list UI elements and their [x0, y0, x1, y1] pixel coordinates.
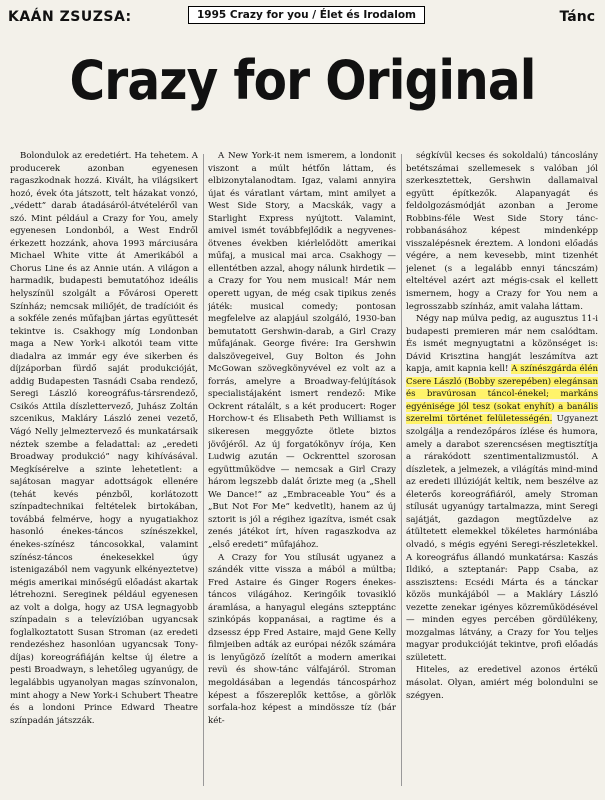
paragraph: A Crazy for You stílusát ugyanez a szándék vitte vissza a mából a múltba; Fred Astaire és Ginger Rogers énekes-táncos világához. Keringőik tovasikló áramlása, a hanyagul elegáns sztepptánc szinkópás koppanásai, a ragtime és a dzsessz épp Fred Astaire, majd Gene Kelly filmjeiben adták az európai nézők számára is lenyűgöző ízelítőt a modern amerikai revü és show-tánc válfajáról. Stroman megoldásában a legendás táncospárhoz képest a főszereplők kettőse, a görlök sorfala-hoz képest a mindössze tíz (bár két- [208, 552, 396, 726]
column-1 [10, 150, 198, 790]
column-divider [203, 154, 204, 786]
article-headline: Crazy for Original [69, 49, 536, 112]
paragraph: Bolondulok az eredetiért. Ha tehetem. A producerek azonban egyenesen ragaszkodnak hozzá. Kivált, ha világsikert hozó, évek óta játszott, telt házakat vonzó, „védett” darab átadásáról-átvételéről van szó. Mint például a Crazy for You, amely egyenesen Londonból, a West Endről érkezett hozzánk, ahova 1993 márciusára Michael White vitte át Amerikából a Chorus Line és az Annie után. A világon a harmadik, budapesti bemutatóhoz ideális helyszínül szolgált a Fővárosi Operett Színház; nemcsak miliőjét, de tradícióit és a sokféle zenés műfajban jártas együttesét tekintve is. Csakhogy míg Londonban maga a New York-i alkotói team vitte diadalra az immár egy éve sikerben és díjzáporban fürdő saját produkcióját, addig Budapesten Tasnádi Csaba rendező, Seregi László koreográfus-társrendező, Csikós Attila díszlettervező, Juhász Zoltán szcenikus, Makláry László zenei vezető, Vágó Nelly jelmeztervező és munkatársaik néztek szembe a feladattal: az „eredeti Broadway produkció” nagy kihívásával. Megkísérelve a szinte lehetetlent: a sajátosan magyar adottságok ellenére (tehát kevés pénzből, korlátozott színpadtechnikai feltételek birtokában, továbbá felmérve, hogy a nyugatiakhoz hasonló énekes-táncos színészekkel, énekes-színész táncosokkal, valamint színész-táncos énekesekkel úgy istenigazából nem vagyunk elkényeztetve) mégis amerikai minőségű előadást akartak létrehozni. Sereginek például egyenesen az volt a dolga, hogy az USA legnagyobb színpadain s a televízióban ugyancsak foglalkoztatott Susan Stroman (az eredeti rendezéshez hasonlóan ugyancsak Tony-díjas) koreográfiáján keltse új életre a pesti Broadwayn, s lehetőleg ugyanúgy, de legalábbis ugyanolyan magas színvonalon, mint ahogy a New York-i Schubert Theatre és a londoni Prince Edward Theatre színpadán játszzák. [10, 151, 198, 726]
paragraph-text: Négy nap múlva pedig, az augusztus 11-i budapesti premieren már nem csalódtam. És ismét megnyugtatni a közönséget is: Dávid Krisztina hangját leszámítva azt kapja, amit kapnia kell! [406, 314, 598, 375]
paragraph: Hiteles, az eredetivel azonos értékű másolat. Olyan, amiért még bolondulni se szégyen. [406, 665, 598, 701]
paragraph: ségkívül kecses és sokoldalú) táncoslány betétszámai szellemesek s valóban jól szerkesztettek, Gershwin dallamaival együtt építkezők. Alapanyagát és feldolgozásmódját azonban a Jerome Robbins-féle West Side Story tánc-robbanásához képest mindenképp visszalépésnek éreztem. A londoni előadás végére, a nem kevesebb, mint tizenhét jelenet (s a legalább ennyi táncszám) elteltével azért azt mégis-csak el kellett ismernem, hogy a Crazy for You nem a legrosszabb színház, amit valaha láttam. [406, 151, 598, 312]
source-label: 1995 Crazy for you / Élet és Irodalom [188, 6, 425, 24]
paragraph-text: Ugyanezt szolgálja a rendezőpáros ízlése és humora, amely a darabot szerencsésen megtisztítja a rárakódott szentimentalizmustól. A díszletek, a jelmezek, a világítás mind-mind az eredeti illúzióját keltik, nem beszélve az életerős koreográfiáról, amely Stroman stílusát ugyanúgy tartalmazza, mint Seregi sajátját, gazdagon megtűzdelve az átültetett elemekkel tökéletes harmóniába olvadó, s mégis egyéni Seregi-részletekkel. A koreográfus állandó munkatársa: Kaszás Ildikó, a szteptanár: Papp Csaba, az asszisztens: Ecsédi Márta és a tánckar közös munkájából — a Makláry László vezette zenekar igényes közreműködésével — minden egyes percében gördülékeny, mozgalmas látvány, a Crazy for You teljes magyar produkcióját tekintve, profi előadás született. [406, 414, 598, 663]
paragraph [406, 313, 598, 664]
paragraph: A New York-it nem ismerem, a londonit viszont a múlt hétfőn láttam, és elbizonytalanodtam. Igaz, valami annyira újat és váratlant vártam, mint amilyet a West Side Story, a Macskák, vagy a Starlight Express nyújtott. Valamint, amivel ismét továbbfejlődik a negyvenes-ötvenes években kiérlelődött amerikai műfaj, a musical mai arca. Csakhogy — ellentétben azzal, ahogy nálunk hirdetik — a Crazy for You nem musical! Már nem operett ugyan, de még csak tipikus zenés játék: musical comedy; pontosan megfelelve az alapjául szolgáló, 1930-ban bemutatott Gershwin-darab, a Girl Crazy műfajának. George fivére: Ira Gershwin dalszövegeivel, Guy Bolton és John McGowan szövegkönyvével ez volt az a forrás, amelyre a Broadway-felújítások specialistájaként ismert rendező: Mike Ockrent rátalált, s a két producert: Roger Horchow-t és Elisabeth Peth Williamst is sikeresen meggyőzte ötlete biztos jövőjéről. Az új forgatókönyv írója, Ken Ludwig azután — Ockrenttel szorosan együttműködve — nemcsak a Girl Crazy három legszebb dalát őrizte meg (a „Shell We Dance!” az „Embraceable You” és a „But Not For Me” kedvetlt), hanem az új sztorit is jól a régihez igazítva, ismét csak zenés játékot írt, híven ragaszkodva az „első eredeti” műfajához. [208, 151, 396, 550]
column-2 [208, 150, 396, 790]
section-label: Tánc [559, 9, 595, 25]
column-divider [401, 154, 402, 786]
highlighted-text: A színészgárda élén Csere László (Bobby szerepében) elegánsan és bravúrosan táncol-énekel; markáns egyénisége jól tesz (sokat enyhít) a banális szerelmi történet felületességén. [406, 364, 598, 425]
author-byline: KAÁN ZSUZSA: [8, 9, 132, 25]
article-body [10, 150, 598, 796]
column-3 [406, 150, 598, 790]
header [6, 6, 599, 28]
